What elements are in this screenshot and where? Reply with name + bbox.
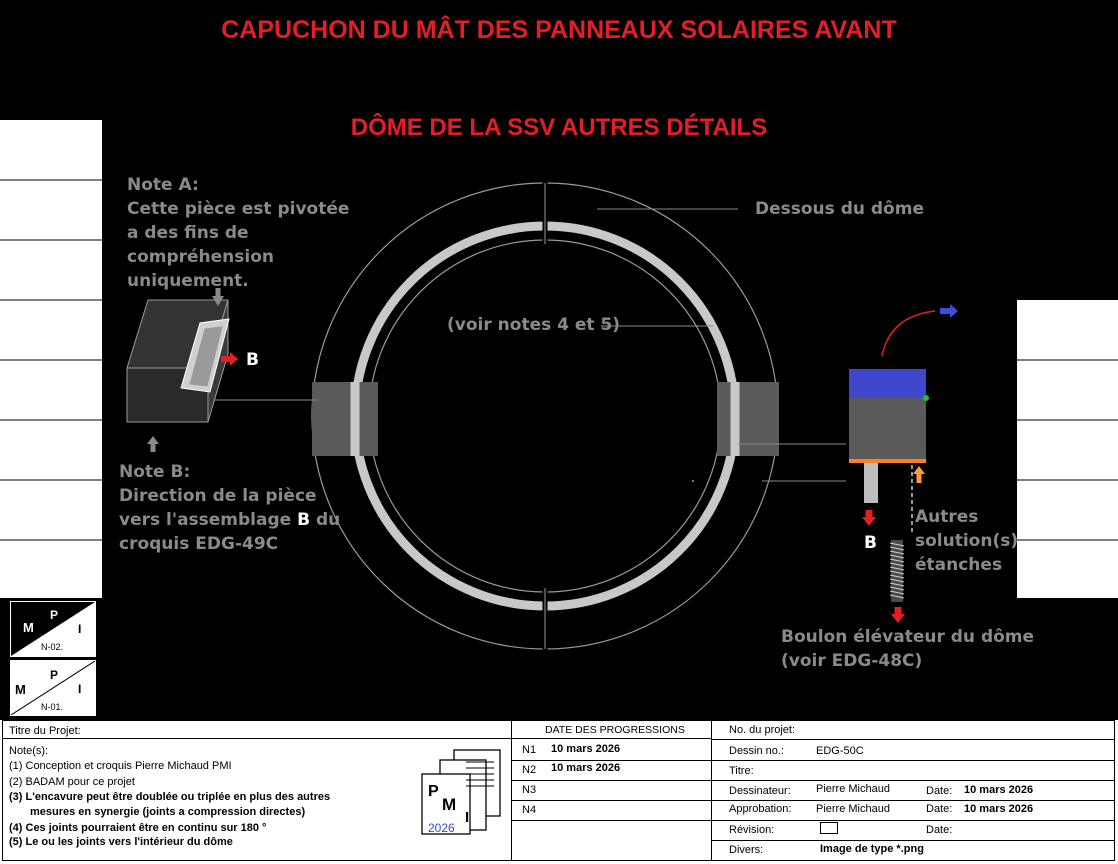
arrow-up-orange (913, 466, 925, 474)
rotated-part-box (127, 300, 229, 422)
green-dot (923, 395, 929, 401)
note-5: (5) Le ou les joints vers l'intérieur du dôme (9, 836, 233, 848)
badge-code: N-02. (41, 642, 64, 652)
cap-blue (849, 369, 926, 398)
badge-m: M (15, 682, 26, 697)
progression-id: N4 (522, 804, 537, 816)
rotation-arc (882, 311, 935, 356)
note-a-line: a des fins de (127, 223, 249, 243)
note-b-text: du (310, 510, 341, 530)
badge-p: P (50, 668, 59, 682)
logo-year: 2026 (428, 821, 455, 835)
badge-p: P (50, 608, 59, 622)
badge-m: M (23, 620, 34, 635)
progression-id: N1 (522, 744, 537, 756)
titre-label: Titre: (729, 765, 754, 777)
note-b-text: vers l'assemblage (119, 510, 298, 530)
inner-marker-dot (692, 480, 694, 482)
title-block (0, 720, 1118, 864)
arrow-right-b-left (230, 352, 238, 366)
badge-i: I (78, 682, 82, 696)
note-b-line: croquis EDG-49C (119, 534, 279, 554)
mpi-badge-n01 (10, 660, 96, 716)
label-dessous: Dessous du dôme (755, 199, 924, 219)
progression-id: N3 (522, 784, 537, 796)
logo-m: M (442, 795, 457, 814)
dessinateur-label: Dessinateur: (729, 785, 791, 797)
progressions-header: DATE DES PROGRESSIONS (545, 724, 685, 736)
dome-inner-edge (369, 240, 721, 592)
progression-id: N2 (522, 764, 537, 776)
note-b-line (119, 508, 340, 532)
notes-label: Note(s): (9, 745, 49, 757)
arrow-down-b-right (862, 517, 876, 526)
approbation-date: 10 mars 2026 (964, 803, 1034, 815)
dome-gasket-ring (355, 226, 735, 606)
note-b-ref: B (297, 510, 311, 530)
boulon-line: Boulon élévateur du dôme (781, 627, 1035, 647)
badge-i: I (78, 622, 82, 636)
autres-line: solution(s) (915, 531, 1019, 551)
note-3-cont: mesures en synergie (joints a compression directes) (30, 806, 306, 818)
dome-outer-edge (312, 183, 778, 649)
note-a-line: Cette pièce est pivotée (127, 199, 350, 219)
progression-date: 10 mars 2026 (551, 762, 621, 774)
gasket-orange (849, 459, 926, 463)
note-3: (3) L'encavure peut être doublée ou triplée en plus des autres (9, 791, 331, 803)
revision-box[interactable] (820, 822, 838, 834)
note-a (127, 173, 349, 293)
arrow-blue (950, 304, 958, 318)
pmi-logo (418, 746, 508, 841)
progression-date: 10 mars 2026 (551, 743, 621, 755)
date-label: Date: (926, 803, 953, 815)
label-boulon (781, 625, 1034, 673)
mpi-badge-n02 (10, 601, 96, 657)
badge-code: N-01. (41, 702, 64, 712)
logo-i: I (465, 809, 470, 826)
label-b-left: B (246, 350, 259, 370)
label-b-right: B (864, 533, 877, 553)
sub-title: DÔME DE LA SSV AUTRES DÉTAILS (350, 114, 768, 141)
label-autres (915, 505, 1018, 577)
note-b (119, 460, 340, 556)
boulon-line: (voir EDG-48C) (781, 651, 923, 671)
bolt-thread (890, 540, 904, 602)
shaft (864, 463, 878, 503)
dessinateur-value: Pierre Michaud (816, 783, 890, 795)
note-1: (1) Conception et croquis Pierre Michaud PMI (9, 760, 232, 772)
arrow-down-bolt (891, 614, 905, 623)
divers-value: Image de type *.png (820, 843, 924, 855)
note-a-line: uniquement. (127, 271, 249, 291)
note-2: (2) BADAM pour ce projet (9, 776, 135, 788)
note-a-line: compréhension (127, 247, 275, 267)
note-b-line: Direction de la pièce (119, 486, 317, 506)
arrow-up-note-b (147, 436, 159, 444)
date-label: Date: (926, 824, 953, 836)
dessin-value: EDG-50C (816, 745, 864, 757)
label-voir-notes: (voir notes 4 et 5) (447, 315, 621, 335)
right-joint-block (717, 382, 779, 456)
date-label: Date: (926, 785, 953, 797)
approbation-value: Pierre Michaud (816, 803, 890, 815)
note-4: (4) Ces joints pourraient être en continu sur 180 ° (9, 822, 267, 834)
logo-p: P (428, 783, 439, 800)
titre-projet-label: Titre du Projet: (9, 725, 81, 737)
note-b-title: Note B: (119, 462, 191, 482)
dessin-label: Dessin no.: (729, 745, 785, 757)
autres-line: Autres (915, 507, 979, 527)
dessinateur-date: 10 mars 2026 (964, 784, 1034, 796)
body-grey (849, 398, 926, 460)
divers-label: Divers: (729, 844, 764, 856)
autres-line: étanches (915, 555, 1003, 575)
projet-no-label: No. du projet: (729, 724, 796, 736)
left-joint-block (312, 382, 378, 456)
approbation-label: Approbation: (729, 803, 792, 815)
revision-label: Révision: (729, 824, 775, 836)
note-a-title: Note A: (127, 175, 199, 195)
main-title: CAPUCHON DU MÂT DES PANNEAUX SOLAIRES AVANT (221, 16, 897, 44)
